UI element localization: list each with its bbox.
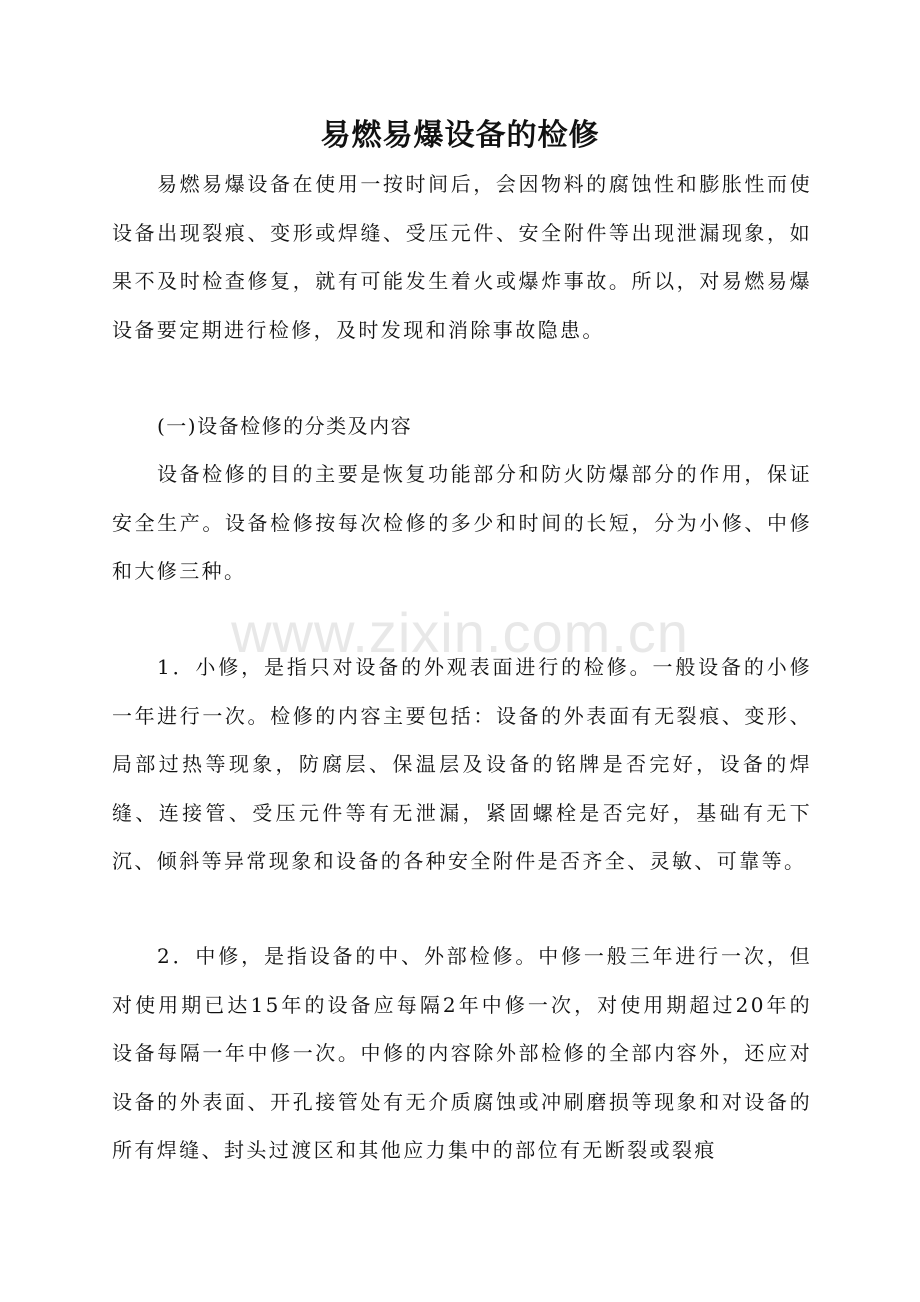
document-title: 易燃易爆设备的检修	[320, 118, 600, 153]
section-paragraph: 设备检修的目的主要是恢复功能部分和防火防爆部分的作用，保证安全生产。设备检修按每次检修的多少和时间的长短，分为小修、中修和大修三种。	[112, 462, 812, 583]
section-heading: (一)设备检修的分类及内容	[157, 414, 413, 438]
watermark: www.zixin.com.cn	[231, 601, 689, 664]
item-1-paragraph: 1．小修，是指只对设备的外观表面进行的检修。一般设备的小修一年进行一次。检修的内容主要包括：设备的外表面有无裂痕、变形、局部过热等现象，防腐层、保温层及设备的铭牌是否完好，设备的焊缝、连接管、受压元件等有无泄漏，紧固螺栓是否完好，基础有无下沉、倾斜等异常现象和设备的各种安全附件是否齐全、灵敏、可靠等。	[112, 655, 812, 873]
intro-paragraph: 易燃易爆设备在使用一按时间后，会因物料的腐蚀性和膨胀性而使设备出现裂痕、变形或焊缝、受压元件、安全附件等出现泄漏现象，如果不及时检查修复，就有可能发生着火或爆炸事故。所以，对易燃易爆设备要定期进行检修，及时发现和消除事故隐患。	[112, 172, 812, 342]
item-2-paragraph: 2．中修，是指设备的中、外部检修。中修一般三年进行一次，但对使用期已达15年的设备应每隔2年中修一次，对使用期超过20年的设备每隔一年中修一次。中修的内容除外部检修的全部内容外，还应对设备的外表面、开孔接管处有无介质腐蚀或冲刷磨损等现象和对设备的所有焊缝、封头过渡区和其他应力集中的部位有无断裂或裂痕	[112, 944, 812, 1162]
